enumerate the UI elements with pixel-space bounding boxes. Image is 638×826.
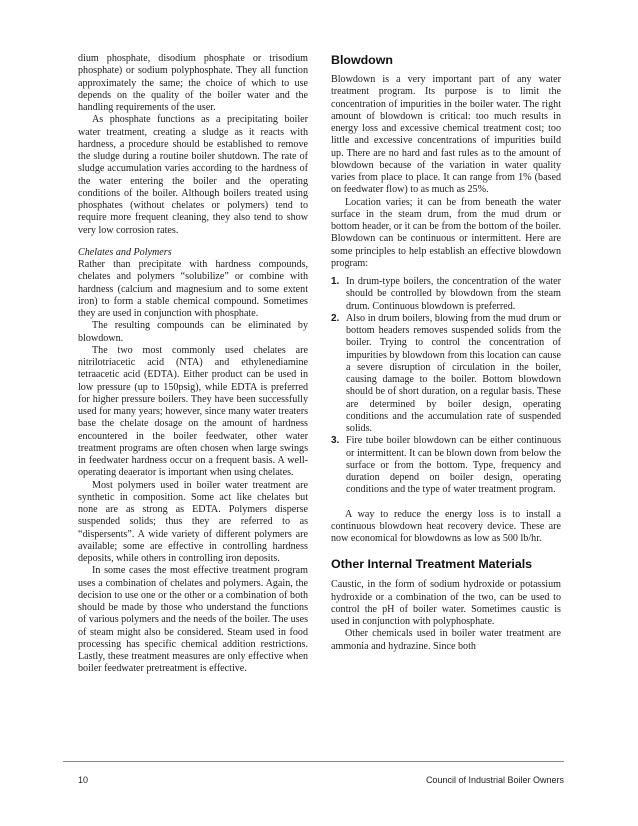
paragraph: dium phosphate, disodium phosphate or trisodium phosphate) or sodium polyphosphate. They all function approximately the same; the choice of which to use depends on the quality of the boiler water and the handling requirements of the user. — [78, 53, 308, 113]
page-number: 10 — [78, 775, 89, 785]
section-heading-blowdown: Blowdown — [331, 53, 393, 67]
principles-list — [331, 276, 561, 497]
section-heading-other-internal-treatment: Other Internal Treatment Materials — [331, 557, 533, 572]
section-subheading: Chelates and Polymers — [78, 246, 172, 258]
list-item — [331, 435, 561, 496]
paragraph: Other chemicals used in boiler water treatment are ammonia and hydrazine. Since both — [331, 628, 561, 652]
list-item — [331, 313, 561, 436]
paragraph: Caustic, in the form of sodium hydroxide or potassium hydroxide or a combination of the two, can be used to control the pH of boiler water. Sometimes caustic is used in conjunction with polyphosphate. — [331, 579, 561, 627]
list-item-text: In drum-type boilers, the concentration of the water should be controlled by blowdown from the steam drum. Continuous blowdown is preferred. — [346, 276, 561, 312]
paragraph: Most polymers used in boiler water treatment are synthetic in composition. Some act like chelates but none are as strong as EDTA. Polymers disperse suspended solids; thus they are referred to as “dispersents”. A wide variety of different polymers are available; some are effective in controlling hardness deposits, while others in controlling iron deposits. — [78, 479, 308, 564]
publisher-name: Council of Industrial Boiler Owners — [425, 775, 564, 785]
paragraph: Rather than precipitate with hardness compounds, chelates and polymers “solubilize” or combine with hardness (calcium and magnesium and to some extent iron) to form a stable chemical compound. Sometimes they are used in conjunction with phosphate. — [78, 259, 308, 319]
right-column — [331, 53, 561, 653]
list-number: 3. — [331, 435, 340, 447]
paragraph: The two most commonly used chelates are nitrilotriacetic acid (NTA) and ethylenediamine tetraacetic acid (EDTA). Either product can be used in low pressure (up to 150psig), while EDTA is preferred for higher pressure boilers. They have been successfully used for many years; however, since many water treaters base the chelate dosage on the amount of hardness encountered in the boiler feedwater, other water treatment programs are often chosen when large swings in feedwater hardness occur on a frequent basis. A well-operating deaerator is important when using chelates. — [78, 344, 308, 479]
left-column — [78, 53, 308, 676]
paragraph: Blowdown is a very important part of any water treatment program. Its purpose is to limit the concentration of impurities in the boiler water. The right amount of blowdown is critical: too much results in energy loss and excessive chemical treatment cost; too little and excessive concentrations of impurities build up. There are no hard and fast rules as to the amount of blowdown because of the variation in water quality varies from place to place. It can range from 1% (based on feedwater flow) to as much as 25%. — [331, 74, 561, 196]
list-item — [331, 276, 561, 313]
list-number: 1. — [331, 276, 340, 287]
list-item-text: Also in drum boilers, blowing from the mud drum or bottom headers removes suspended solids from the boiler. Trying to control the concentration of impurities by blowdown from this location can cause a severe disruption of circulation in the boiler, causing damage to the boiler. Bottom blowdown should be of short duration, on a regular basis. These are determined by boiler design, operating conditions and the accumulation rate of suspended solids. — [346, 312, 561, 434]
list-number: 2. — [331, 312, 340, 324]
list-item-text: Fire tube boiler blowdown can be either continuous or intermittent. It can be blown down from below the surface or from the bottom. Type, frequency and duration depend on boiler design, operating conditions and the type of water treatment program. — [346, 435, 561, 496]
paragraph: A way to reduce the energy loss is to install a continuous blowdown heat recovery device. These are now economical for blowdowns as low as 500 lb/hr. — [331, 508, 561, 544]
footer-rule — [63, 761, 564, 762]
paragraph: In some cases the most effective treatment program uses a combination of chelates and polymers. Again, the decision to use one or the other or a combination of both should be made by those who understand the functions of various polymers and the needs of the boiler. The uses of steam might also be considered. Steam used in food processing has specific chemical addition restrictions. Lastly, these treatment measures are only effective when boiler feedwater pretreatment is effective. — [78, 565, 308, 675]
paragraph: As phosphate functions as a precipitating boiler water treatment, creating a sludge as it reacts with hardness, a procedure should be established to remove the sludge during a routine boiler shutdown. The rate of sludge accumulation varies according to the hardness of the water entering the boiler and the operating conditions of the boiler. Although boilers treated using phosphates (without chelates or polymers) tend to require more frequent cleaning, they also tend to show very low corrosion rates. — [78, 114, 308, 236]
paragraph: The resulting compounds can be eliminated by blowdown. — [78, 320, 308, 344]
paragraph: Location varies; it can be from beneath the water surface in the steam drum, from the mud drum or bottom header, or it can be from the bottom of the boiler. Blowdown can be continuous or intermittent. Here are some principles to help establish an effective blowdown program: — [331, 196, 561, 269]
